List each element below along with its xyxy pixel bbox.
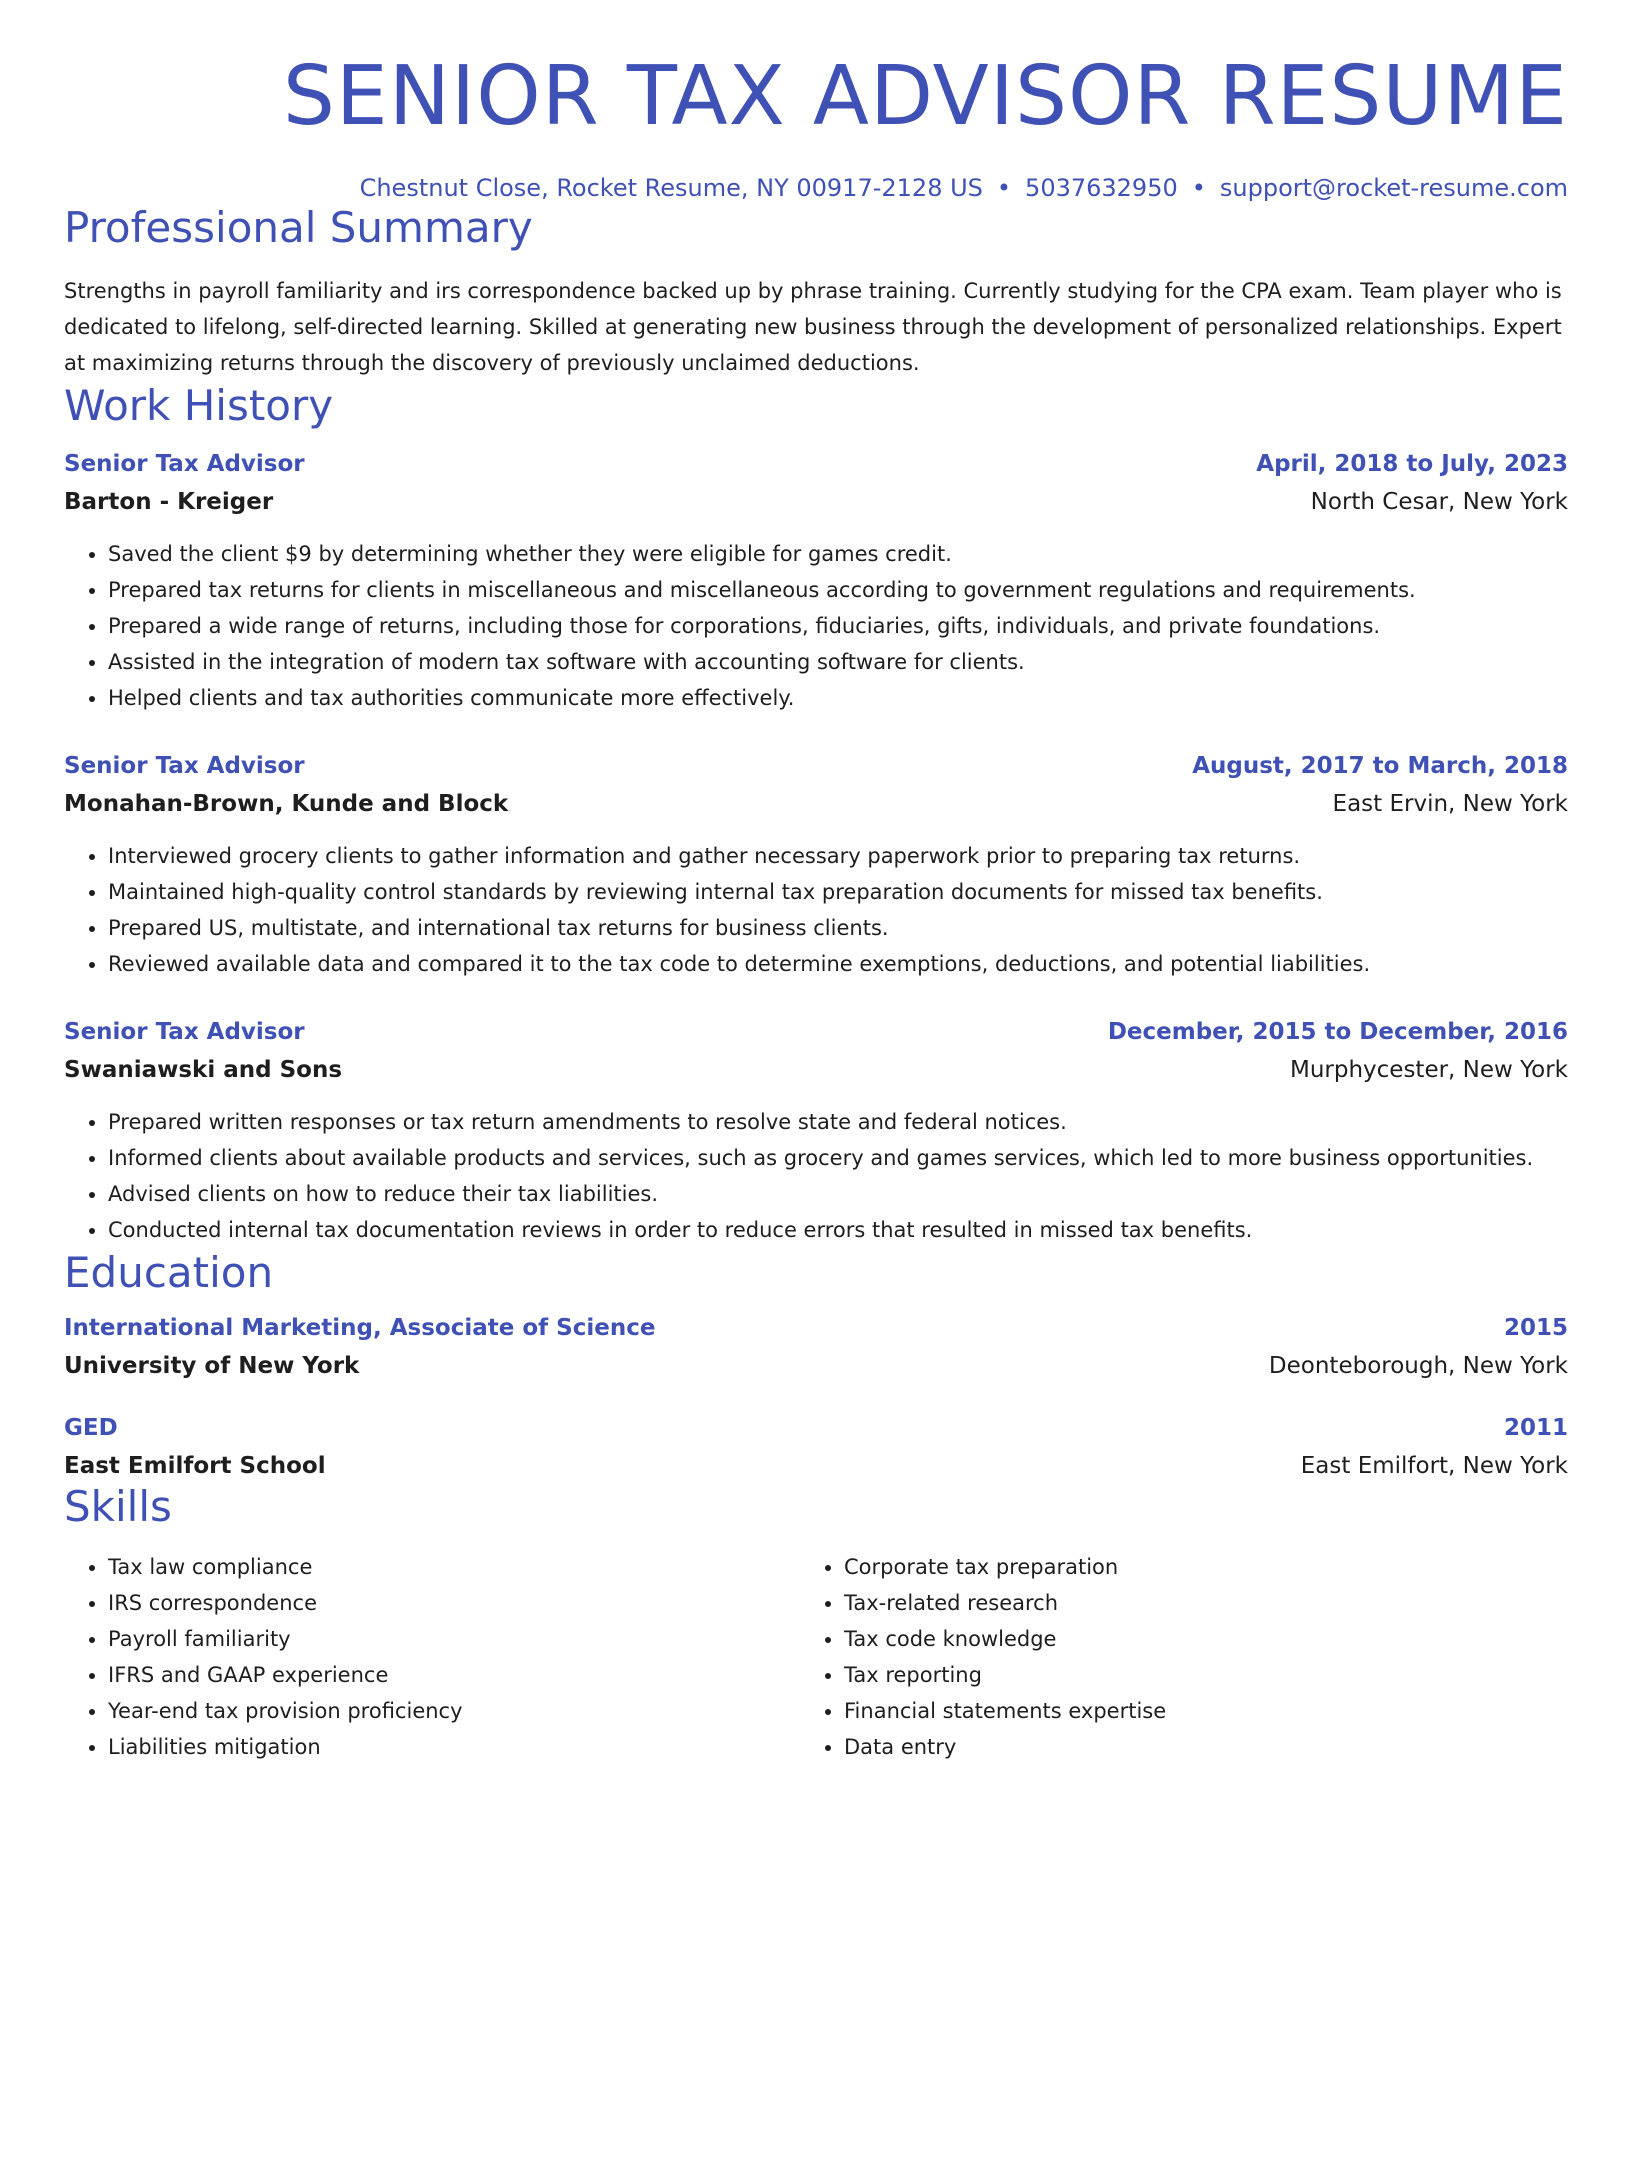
education-school: East Emilfort School — [64, 1453, 326, 1480]
skills-column-right — [800, 1549, 1536, 1765]
skill-item: • Tax law compliance — [108, 1549, 800, 1585]
skill-item: • Year-end tax provision proficiency — [108, 1693, 800, 1729]
skill-item: • Tax code knowledge — [844, 1621, 1536, 1657]
education-year: 2015 — [1503, 1315, 1568, 1342]
skill-item: • Financial statements expertise — [844, 1693, 1536, 1729]
job-bullets — [64, 1104, 1568, 1248]
education-entry — [64, 1412, 1568, 1482]
job-entry — [64, 1016, 1568, 1248]
job-company: Swaniawski and Sons — [64, 1056, 343, 1083]
job-title: Senior Tax Advisor — [64, 752, 305, 779]
job-bullet: • Conducted internal tax documentation reviews in order to reduce errors that resulted in missed tax benefits. — [108, 1212, 1568, 1248]
skills-list — [64, 1549, 1568, 1765]
contact-address: Chestnut Close, Rocket Resume, NY 00917-2128 US — [359, 174, 983, 203]
education-location: East Emilfort, New York — [1300, 1453, 1568, 1480]
skill-item: • Tax reporting — [844, 1657, 1536, 1693]
education-school: University of New York — [64, 1353, 360, 1380]
job-bullet: • Informed clients about available products and services, such as grocery and games services, which led to more business opportunities. — [108, 1140, 1568, 1176]
job-entry — [64, 750, 1568, 982]
job-dates: August, 2017 to March, 2018 — [1192, 752, 1568, 779]
skill-item: • Liabilities mitigation — [108, 1729, 800, 1765]
job-location: North Cesar, New York — [1310, 488, 1568, 515]
section-title-skills: Skills — [64, 1482, 172, 1532]
job-bullet: • Prepared tax returns for clients in miscellaneous and miscellaneous according to government regulations and requirements. — [108, 572, 1568, 608]
education-entry — [64, 1312, 1568, 1382]
job-location: Murphycester, New York — [1289, 1056, 1568, 1083]
contact-phone: 5037632950 — [1025, 174, 1178, 203]
education-degree: GED — [64, 1415, 118, 1442]
job-bullet: • Advised clients on how to reduce their tax liabilities. — [108, 1176, 1568, 1212]
skill-item: • Corporate tax preparation — [844, 1549, 1536, 1585]
job-bullet: • Helped clients and tax authorities communicate more effectively. — [108, 680, 1568, 716]
section-title-education: Education — [64, 1247, 274, 1297]
job-bullet: • Saved the client $9 by determining whether they were eligible for games credit. — [108, 536, 1568, 572]
education-location: Deonteborough, New York — [1268, 1353, 1568, 1380]
job-bullets — [64, 536, 1568, 716]
job-entry — [64, 448, 1568, 716]
job-bullet: • Prepared a wide range of returns, including those for corporations, fiduciaries, gifts, individuals, and private foundations. — [108, 608, 1568, 644]
job-company: Barton - Kreiger — [64, 488, 274, 515]
job-bullet: • Interviewed grocery clients to gather information and gather necessary paperwork prior to preparing tax returns. — [108, 838, 1568, 874]
section-title-summary: Professional Summary — [64, 202, 533, 252]
job-bullet: • Maintained high-quality control standards by reviewing internal tax preparation documents for missed tax benefits. — [108, 874, 1568, 910]
skill-item: • Data entry — [844, 1729, 1536, 1765]
job-company: Monahan-Brown, Kunde and Block — [64, 790, 509, 817]
job-bullets — [64, 838, 1568, 982]
job-title: Senior Tax Advisor — [64, 1018, 305, 1045]
job-location: East Ervin, New York — [1332, 790, 1568, 817]
contact-separator: • — [996, 174, 1012, 203]
resume-page — [0, 49, 1632, 2164]
section-title-work: Work History — [64, 381, 334, 431]
contact-email: support@rocket-resume.com — [1219, 174, 1568, 203]
job-dates: April, 2018 to July, 2023 — [1256, 450, 1568, 477]
job-title: Senior Tax Advisor — [64, 450, 305, 477]
summary-text: Strengths in payroll familiarity and irs correspondence backed up by phrase training. Currently studying for the CPA exam. Team player who is dedicated to lifelong, self-directed learning. Skilled at generating new business through the development of personalized relationships. Expert at maximizing returns through the discovery of previously unclaimed deductions. — [64, 279, 1562, 376]
job-dates: December, 2015 to December, 2016 — [1107, 1018, 1568, 1045]
job-bullet: • Prepared US, multistate, and international tax returns for business clients. — [108, 910, 1568, 946]
skill-item: • IFRS and GAAP experience — [108, 1657, 800, 1693]
skills-column-left — [64, 1549, 800, 1765]
job-bullet: • Assisted in the integration of modern tax software with accounting software for clients. — [108, 644, 1568, 680]
job-bullet: • Prepared written responses or tax return amendments to resolve state and federal notices. — [108, 1104, 1568, 1140]
contact-separator: • — [1191, 174, 1206, 203]
education-degree: International Marketing, Associate of Science — [64, 1315, 656, 1342]
skill-item: • Tax-related research — [844, 1585, 1536, 1621]
resume-title: SENIOR TAX ADVISOR RESUME — [282, 49, 1568, 144]
skill-item: • IRS correspondence — [108, 1585, 800, 1621]
job-bullet: • Reviewed available data and compared it to the tax code to determine exemptions, deductions, and potential liabilities. — [108, 946, 1568, 982]
contact-line — [64, 174, 1568, 203]
education-year: 2011 — [1503, 1415, 1568, 1442]
skill-item: • Payroll familiarity — [108, 1621, 800, 1657]
